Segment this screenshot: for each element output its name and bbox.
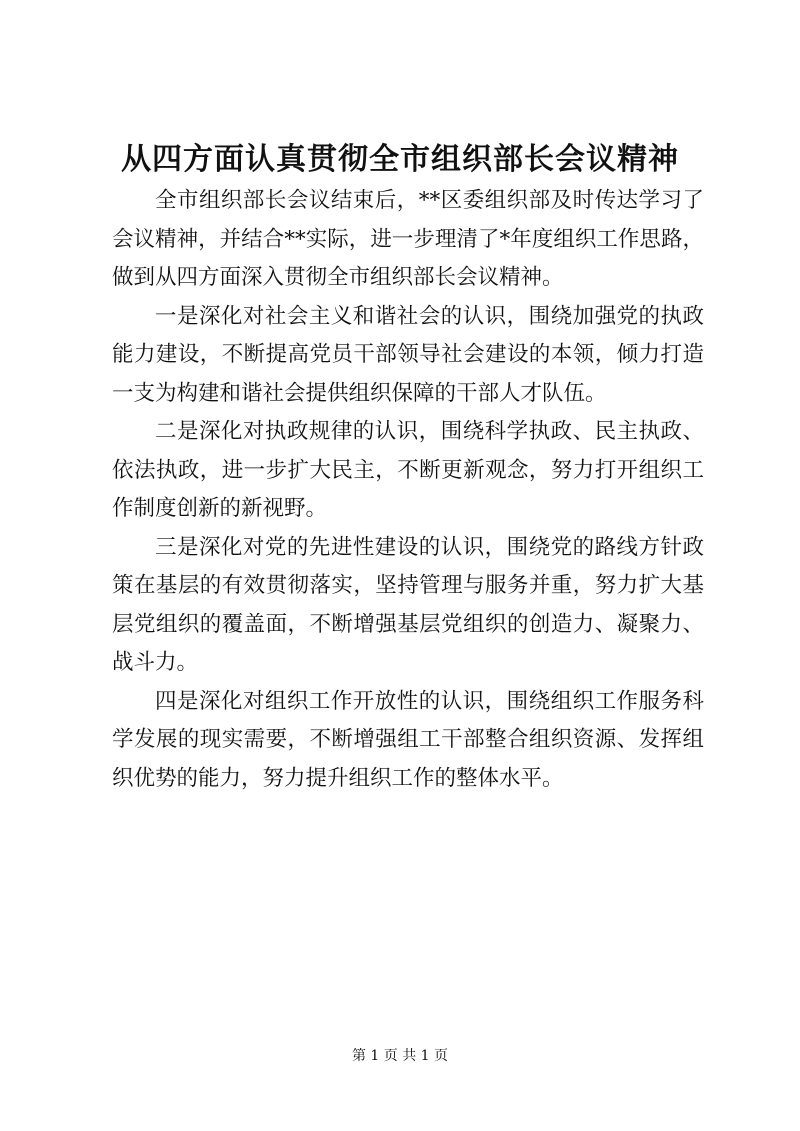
paragraph-point-two: 二是深化对执政规律的认识，围绕科学执政、民主执政、依法执政，进一步扩大民主，不断更新观念，努力打开组织工作制度创新的新视野。 xyxy=(112,419,704,521)
paragraph-point-three: 三是深化对党的先进性建设的认识，围绕党的路线方针政策在基层的有效贯彻落实，坚持管理与服务并重，努力扩大基层党组织的覆盖面，不断增强基层党组织的创造力、凝聚力、战斗力。 xyxy=(112,534,704,675)
paragraph-point-four: 四是深化对组织工作开放性的认识，围绕组织工作服务科学发展的现实需要，不断增强组工干部整合组织资源、发挥组织优势的能力，努力提升组织工作的整体水平。 xyxy=(112,688,704,791)
paragraph-intro: 全市组织部长会议结束后，**区委组织部及时传达学习了会议精神，并结合**实际，进一步理清了*年度组织工作思路，做到从四方面深入贯彻全市组织部长会议精神。 xyxy=(112,188,704,290)
document-body xyxy=(112,182,704,798)
page-number-footer: 第 1 页 共 1 页 xyxy=(351,1048,449,1064)
document-title: 从四方面认真贯彻全市组织部长会议精神 xyxy=(121,142,679,177)
paragraph-point-one: 一是深化对社会主义和谐社会的认识，围绕加强党的执政能力建设，不断提高党员干部领导社会建设的本领，倾力打造一支为构建和谐社会提供组织保障的干部人才队伍。 xyxy=(112,303,704,406)
